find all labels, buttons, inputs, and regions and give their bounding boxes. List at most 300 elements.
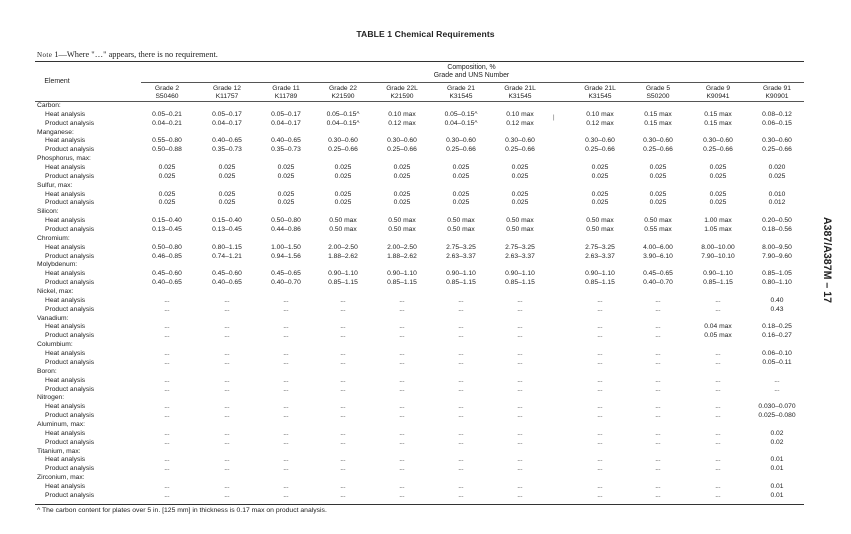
table-cell: ...	[655, 491, 661, 499]
analysis-label: Heat analysis	[45, 376, 86, 384]
uns-number: K31545	[449, 93, 473, 101]
analysis-label: Heat analysis	[45, 296, 86, 304]
table-row	[0, 332, 851, 341]
table-cell: ...	[164, 491, 170, 499]
table-cell: ...	[774, 385, 780, 393]
stray-mark: |	[553, 115, 555, 121]
table-cell: 0.13–0.45	[212, 226, 242, 234]
grade-column-header	[313, 85, 373, 102]
table-cell: 2.63–3.37	[585, 252, 615, 260]
table-cell: ...	[224, 358, 230, 366]
table-cell: ...	[283, 305, 289, 313]
table-cell: 0.25–0.66	[585, 146, 615, 154]
table-row	[0, 226, 851, 235]
table-cell: 0.10 max	[586, 110, 614, 118]
table-cell: 0.05–0.17	[212, 110, 242, 118]
table-cell: ...	[399, 296, 405, 304]
table-cell: ...	[597, 350, 603, 358]
analysis-label: Product analysis	[45, 226, 95, 234]
table-cell: 0.05–0.17	[271, 110, 301, 118]
table-cell: ...	[224, 429, 230, 437]
table-row	[0, 217, 851, 226]
table-cell: ...	[597, 429, 603, 437]
table-cell: 0.025	[277, 172, 295, 180]
note-label: Note	[37, 51, 53, 59]
table-cell: ...	[340, 465, 346, 473]
table-cell: 0.18–0.56	[762, 226, 792, 234]
cell-value: 0.04–0.15	[326, 119, 357, 127]
table-cell: 0.30–0.60	[643, 137, 673, 145]
composition-header	[141, 64, 802, 81]
table-cell: ...	[283, 403, 289, 411]
table-cell: ...	[164, 403, 170, 411]
composition-label: Composition, %	[447, 64, 496, 71]
table-cell: 0.08–0.12	[762, 110, 792, 118]
analysis-label: Heat analysis	[45, 164, 86, 172]
element-group-row	[0, 155, 851, 164]
analysis-label: Product analysis	[45, 438, 95, 446]
analysis-label: Heat analysis	[45, 403, 86, 411]
table-cell: 0.01	[770, 482, 784, 490]
table-cell: 0.06–0.10	[762, 350, 792, 358]
table-cell: 0.025	[277, 190, 295, 198]
table-cell: ...	[597, 305, 603, 313]
table-cell: 0.35–0.73	[212, 146, 242, 154]
table-cell: ...	[715, 385, 721, 393]
table-cell: 0.05 max	[704, 332, 732, 340]
table-cell: ...	[458, 358, 464, 366]
uns-number: K31545	[588, 93, 612, 101]
table-cell: 0.30–0.60	[585, 137, 615, 145]
table-cell: 0.40–0.70	[271, 279, 301, 287]
table-cell: 0.025	[452, 172, 470, 180]
table-cell: 0.50 max	[329, 217, 357, 225]
table-cell: 2.00–2.50	[387, 243, 417, 251]
table-row	[0, 270, 851, 279]
footnote-ref: A	[474, 109, 478, 115]
footnote-ref: A	[356, 118, 360, 124]
table-cell: ...	[164, 412, 170, 420]
table-cell: 0.50–0.80	[152, 243, 182, 251]
analysis-label: Heat analysis	[45, 110, 86, 118]
table-cell: ...	[597, 332, 603, 340]
table-cell: ...	[164, 358, 170, 366]
table-cell: ...	[399, 429, 405, 437]
table-cell: 0.55–0.80	[152, 137, 182, 145]
analysis-label: Product analysis	[45, 385, 95, 393]
table-cell: 0.25–0.66	[505, 146, 535, 154]
grade-name: Grade 2	[154, 85, 180, 92]
analysis-label: Product analysis	[45, 465, 95, 473]
table-cell: ...	[340, 358, 346, 366]
grade-column-header	[256, 85, 316, 102]
table-cell: 0.12 max	[506, 119, 534, 127]
grade-column-header	[431, 85, 491, 102]
grade-column-header	[372, 85, 432, 102]
table-cell: ...	[283, 376, 289, 384]
table-cell: ...	[655, 358, 661, 366]
table-cell: 0.025	[277, 199, 295, 207]
table-row	[0, 350, 851, 359]
table-cell: ...	[715, 358, 721, 366]
footnote-text: The carbon content for plates over 5 in. [125 mm] in thickness is 0.17 max on product analysis.	[41, 507, 327, 514]
table-top-rule	[35, 61, 804, 62]
table-cell: ...	[458, 385, 464, 393]
table-cell: ...	[597, 323, 603, 331]
table-cell: ...	[715, 376, 721, 384]
table-row	[0, 430, 851, 439]
table-cell: ...	[597, 385, 603, 393]
table-cell: ...	[283, 358, 289, 366]
table-cell: 0.025	[393, 172, 411, 180]
grade-name: Grade 22	[329, 85, 357, 92]
table-cell: ...	[340, 296, 346, 304]
table-cell: ...	[164, 376, 170, 384]
uns-number: S50200	[646, 93, 670, 101]
table-cell: ...	[597, 456, 603, 464]
table-cell: ...	[224, 456, 230, 464]
element-group-row	[0, 288, 851, 297]
table-cell: 0.025	[511, 190, 529, 198]
grade-column-header	[137, 85, 197, 102]
table-cell: ...	[224, 438, 230, 446]
table-cell: 0.30–0.60	[328, 137, 358, 145]
table-cell: 0.025	[393, 164, 411, 172]
table-cell: ...	[340, 456, 346, 464]
table-cell: ...	[340, 482, 346, 490]
uns-number: S50460	[155, 93, 179, 101]
table-cell: 2.00–2.50	[328, 243, 358, 251]
table-cell: ...	[715, 403, 721, 411]
element-group-row	[0, 208, 851, 217]
table-cell: ...	[399, 358, 405, 366]
table-cell: 2.63–3.37	[446, 252, 476, 260]
table-cell: 0.025	[158, 164, 176, 172]
table-cell: ...	[399, 305, 405, 313]
uns-number: K31545	[508, 93, 532, 101]
table-cell: ...	[340, 429, 346, 437]
table-cell: 7.90–10.10	[701, 252, 735, 260]
table-cell: 7.90–9.60	[762, 252, 792, 260]
table-cell: ...	[283, 296, 289, 304]
table-cell: ...	[655, 305, 661, 313]
uns-number: K11789	[274, 93, 298, 101]
table-cell: ...	[517, 429, 523, 437]
table-cell: ...	[224, 376, 230, 384]
table-cell: 0.025	[649, 172, 667, 180]
analysis-label: Heat analysis	[45, 217, 86, 225]
element-name: Carbon:	[37, 102, 61, 109]
table-cell: ...	[458, 456, 464, 464]
element-group-row	[0, 315, 851, 324]
table-cell: 0.02	[770, 429, 784, 437]
table-cell: 0.85–1.15	[703, 279, 733, 287]
table-cell: 1.00 max	[704, 217, 732, 225]
table-cell: 0.25–0.66	[703, 146, 733, 154]
table-cell: ...	[283, 456, 289, 464]
element-group-row	[0, 368, 851, 377]
table-cell: 0.04–0.17	[271, 119, 301, 127]
table-cell: ...	[283, 491, 289, 499]
table-cell: ...	[164, 429, 170, 437]
table-cell: 0.30–0.60	[703, 137, 733, 145]
table-cell	[313, 120, 373, 129]
uns-number: K90901	[765, 93, 789, 101]
element-name: Phosphorus, max:	[37, 155, 91, 163]
table-cell: 0.25–0.66	[446, 146, 476, 154]
table-cell: 0.10 max	[388, 110, 416, 118]
table-cell: 0.025	[452, 164, 470, 172]
element-name: Boron:	[37, 367, 57, 375]
table-cell: 0.025	[393, 190, 411, 198]
table-cell: ...	[283, 323, 289, 331]
table-cell: 0.90–1.10	[585, 270, 615, 278]
table-cell: ...	[715, 305, 721, 313]
table-cell: ...	[774, 376, 780, 384]
table-cell: ...	[399, 332, 405, 340]
table-cell: 0.025	[709, 190, 727, 198]
table-cell: ...	[283, 438, 289, 446]
table-cell: 0.025	[452, 190, 470, 198]
table-cell: 0.50 max	[506, 226, 534, 234]
table-cell: ...	[715, 429, 721, 437]
table-cell: ...	[715, 350, 721, 358]
table-cell: ...	[164, 385, 170, 393]
table-cell: ...	[399, 403, 405, 411]
footnote	[37, 507, 327, 514]
table-cell: ...	[655, 438, 661, 446]
grade-name: Grade 91	[763, 85, 791, 92]
table-row	[0, 483, 851, 492]
table-cell: 1.88–2.62	[328, 252, 358, 260]
table-cell: ...	[399, 438, 405, 446]
element-group-row	[0, 261, 851, 270]
analysis-label: Heat analysis	[45, 270, 86, 278]
grade-name: Grade 9	[705, 85, 731, 92]
table-cell: 0.12 max	[388, 119, 416, 127]
table-cell: 0.80–1.10	[762, 279, 792, 287]
table-cell: 0.01	[770, 491, 784, 499]
table-cell: 0.15–0.40	[212, 217, 242, 225]
table-cell: ...	[458, 332, 464, 340]
table-row	[0, 456, 851, 465]
grade-column-header	[490, 85, 550, 102]
table-cell: ...	[597, 438, 603, 446]
table-cell: ...	[597, 465, 603, 473]
table-cell: ...	[655, 456, 661, 464]
table-cell: 0.90–1.10	[387, 270, 417, 278]
table-cell: 0.30–0.60	[762, 137, 792, 145]
table-cell: ...	[655, 403, 661, 411]
table-cell: 0.40–0.65	[271, 137, 301, 145]
table-cell: 0.50 max	[644, 217, 672, 225]
table-cell: ...	[399, 412, 405, 420]
table-cell: ...	[399, 456, 405, 464]
grade-name: Grade 11	[272, 85, 300, 92]
table-cell: 2.63–3.37	[505, 252, 535, 260]
table-cell: 0.01	[770, 465, 784, 473]
table-cell: 0.50 max	[586, 217, 614, 225]
table-cell: ...	[224, 465, 230, 473]
table-cell: 0.85–1.15	[387, 279, 417, 287]
grade-name: Grade 21	[447, 85, 475, 92]
table-cell: 0.025	[591, 190, 609, 198]
element-name: Chromium:	[37, 234, 70, 242]
table-cell: 0.025	[591, 199, 609, 207]
table-cell: 0.025	[709, 199, 727, 207]
analysis-label: Heat analysis	[45, 323, 86, 331]
table-cell: 0.90–1.10	[328, 270, 358, 278]
grade-column-header	[747, 85, 807, 102]
table-cell: ...	[517, 358, 523, 366]
table-cell: 0.025	[218, 172, 236, 180]
table-cell: 0.30–0.60	[387, 137, 417, 145]
table-cell: ...	[340, 438, 346, 446]
table-cell: 0.13–0.45	[152, 226, 182, 234]
table-cell: 0.025	[334, 190, 352, 198]
table-row	[0, 199, 851, 208]
table-cell: ...	[655, 385, 661, 393]
table-row	[0, 403, 851, 412]
table-cell: 0.04–0.21	[152, 119, 182, 127]
table-cell: 0.01	[770, 456, 784, 464]
table-row	[0, 412, 851, 421]
table-cell: 0.45–0.60	[212, 270, 242, 278]
grade-name: Grade 21L	[504, 85, 536, 92]
table-cell: ...	[164, 350, 170, 358]
table-cell: 0.15 max	[704, 119, 732, 127]
note-text: —Where "…" appears, there is no requirement.	[58, 50, 218, 59]
table-cell: 0.05–0.21	[152, 110, 182, 118]
table-cell: 0.025	[709, 164, 727, 172]
element-group-row	[0, 421, 851, 430]
table-cell: ...	[399, 350, 405, 358]
table-cell: 0.025	[334, 172, 352, 180]
table-cell: ...	[655, 376, 661, 384]
table-cell: 0.85–1.05	[762, 270, 792, 278]
table-cell: ...	[517, 376, 523, 384]
table-cell: 2.75–3.25	[505, 243, 535, 251]
analysis-label: Product analysis	[45, 358, 95, 366]
note-number: 1	[54, 50, 59, 59]
table-cell: ...	[340, 305, 346, 313]
element-name: Columbium:	[37, 341, 73, 349]
grade-column-header	[570, 85, 630, 102]
footnote-marker: A	[37, 507, 41, 512]
table-cell: 0.18–0.25	[762, 323, 792, 331]
analysis-label: Product analysis	[45, 252, 95, 260]
grade-name: Grade 5	[645, 85, 671, 92]
element-name: Vanadium:	[37, 314, 69, 322]
table-cell: 0.025	[277, 164, 295, 172]
table-cell: 1.00–1.50	[271, 243, 301, 251]
element-name: Zirconium, max:	[37, 474, 85, 482]
table-cell: ...	[517, 323, 523, 331]
table-row	[0, 111, 851, 120]
table-cell: 0.025	[511, 164, 529, 172]
table-cell: 0.50 max	[388, 217, 416, 225]
table-cell: ...	[655, 332, 661, 340]
table-row	[0, 279, 851, 288]
table-cell: 0.030–0.070	[758, 403, 796, 411]
table-cell: ...	[224, 482, 230, 490]
table-cell: 0.50–0.88	[152, 146, 182, 154]
table-cell: ...	[517, 456, 523, 464]
table-cell: 0.025	[649, 164, 667, 172]
element-name: Titanium, max:	[37, 447, 81, 455]
table-cell: 8.00–9.50	[762, 243, 792, 251]
table-cell: ...	[224, 305, 230, 313]
table-row	[0, 306, 851, 315]
table-cell: 0.025	[158, 190, 176, 198]
table-row	[0, 146, 851, 155]
table-cell: ...	[224, 412, 230, 420]
table-cell: ...	[655, 296, 661, 304]
table-cell: ...	[655, 350, 661, 358]
table-cell: ...	[597, 376, 603, 384]
table-cell: ...	[340, 332, 346, 340]
table-cell: 0.15 max	[644, 110, 672, 118]
table-cell: 0.04 max	[704, 323, 732, 331]
grade-uns-label: Grade and UNS Number	[433, 72, 510, 80]
table-cell: 0.40–0.65	[212, 279, 242, 287]
table-cell: 0.025	[334, 164, 352, 172]
table-cell: 1.88–2.62	[387, 252, 417, 260]
table-cell: ...	[399, 482, 405, 490]
element-name: Nickel, max:	[37, 288, 74, 296]
analysis-label: Heat analysis	[45, 243, 86, 251]
table-title: TABLE 1 Chemical Requirements	[356, 29, 495, 39]
table-cell: ...	[164, 332, 170, 340]
analysis-label: Heat analysis	[45, 456, 86, 464]
table-cell: ...	[399, 465, 405, 473]
table-cell: 0.025	[158, 172, 176, 180]
table-cell: ...	[164, 296, 170, 304]
table-cell: ...	[458, 465, 464, 473]
uns-number: K90941	[706, 93, 730, 101]
table-row	[0, 492, 851, 501]
table-cell: ...	[458, 403, 464, 411]
table-cell: ...	[164, 482, 170, 490]
table-row	[0, 191, 851, 200]
table-cell: 0.025	[218, 164, 236, 172]
table-cell: 0.50 max	[388, 226, 416, 234]
table-cell: ...	[597, 358, 603, 366]
table-cell: ...	[517, 305, 523, 313]
grade-name: Grade 22L	[386, 85, 418, 92]
table-cell: ...	[340, 412, 346, 420]
table-cell: 4.00–6.00	[643, 243, 673, 251]
table-cell: ...	[283, 332, 289, 340]
table-cell: ...	[597, 491, 603, 499]
table-cell: 0.85–1.15	[505, 279, 535, 287]
table-cell: ...	[340, 350, 346, 358]
table-cell: 0.025	[511, 199, 529, 207]
table-cell: 0.025	[452, 199, 470, 207]
table-cell: 0.44–0.86	[271, 226, 301, 234]
table-cell: ...	[458, 482, 464, 490]
table-cell: 0.25–0.66	[762, 146, 792, 154]
table-cell: 0.010	[768, 190, 786, 198]
element-name: Manganese:	[37, 128, 74, 136]
table-cell: 0.85–1.15	[446, 279, 476, 287]
table-row	[0, 465, 851, 474]
table-cell: 2.75–3.25	[446, 243, 476, 251]
element-group-row	[0, 129, 851, 138]
element-group-row	[0, 474, 851, 483]
table-cell: ...	[597, 296, 603, 304]
table-cell: ...	[597, 482, 603, 490]
